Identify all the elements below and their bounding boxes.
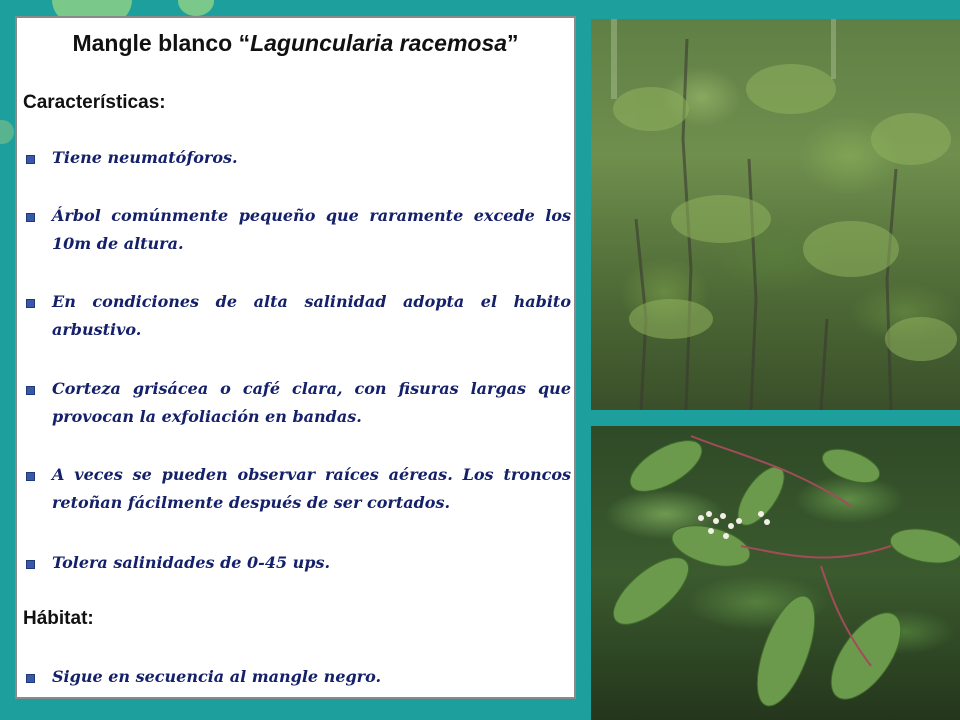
leaves-and-flowers-photo — [591, 426, 960, 720]
habitat-heading: Hábitat: — [23, 608, 94, 629]
title-prefix: Mangle blanco “ — [72, 30, 251, 56]
list-item: Corteza grisácea o café clara, con fisuras largas que provocan la exfoliación en bandas. — [23, 375, 571, 431]
list-item: Sigue en secuencia al mangle negro. — [23, 663, 571, 691]
mangrove-forest-photo — [591, 19, 960, 410]
square-bullet-icon — [26, 386, 35, 395]
list-item: A veces se pueden observar raíces aéreas. Los troncos retoñan fácilmente después de ser cortados. — [23, 461, 571, 517]
decorative-circle — [178, 0, 214, 16]
square-bullet-icon — [26, 472, 35, 481]
square-bullet-icon — [26, 560, 35, 569]
text-panel — [15, 16, 576, 699]
slide-title — [17, 30, 574, 57]
square-bullet-icon — [26, 155, 35, 164]
square-bullet-icon — [26, 299, 35, 308]
decorative-circle — [0, 120, 14, 144]
square-bullet-icon — [26, 674, 35, 683]
title-scientific-name: Laguncularia racemosa — [250, 30, 508, 56]
square-bullet-icon — [26, 213, 35, 222]
list-item: Árbol comúnmente pequeño que raramente excede los 10m de altura. — [23, 202, 571, 258]
title-suffix: ” — [507, 30, 519, 56]
list-item: En condiciones de alta salinidad adopta el habito arbustivo. — [23, 288, 571, 344]
list-item: Tolera salinidades de 0-45 ups. — [23, 549, 571, 577]
characteristics-heading: Características: — [23, 92, 166, 113]
list-item: Tiene neumatóforos. — [23, 144, 571, 172]
